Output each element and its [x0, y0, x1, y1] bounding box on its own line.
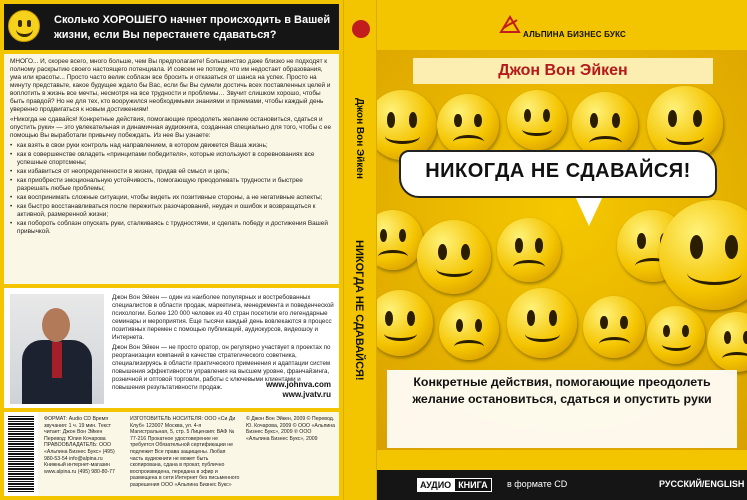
back-cover: [0, 0, 343, 500]
sad-smiley-icon: [572, 92, 638, 158]
barcode-icon: [8, 416, 34, 492]
smiley-icon: [647, 306, 705, 364]
format-label: в формате CD: [507, 479, 568, 489]
info-format: ФОРМАТ: Audio CD Время звучания: 1 ч. 19 мин. Текст читает: Джон Вон Эйкен Перевод: Юлия Кочарова ПРАВООБЛАДАТЕЛЬ: ООО «Альпина Бизнес Букс» (495) 980-53-54 info@alpina.ru Книжный интернет-магазин www.alpina.ru (495) 980-80-77: [44, 416, 115, 475]
sad-smiley-icon: [437, 94, 499, 156]
spine-author: Джон Вон Эйкен: [354, 98, 365, 179]
speech-bubble-tail: [575, 196, 603, 226]
author-photo: [10, 294, 104, 404]
audiobook-badge: [417, 478, 492, 492]
legal-info: [4, 412, 339, 496]
list-item: • как взять в свои руки контроль над направлением, в котором движется Ваша жизнь;: [10, 142, 333, 150]
info-copyright: © Джон Вон Эйкен, 2009 © Перевод. Ю. Кочарова, 2009 © ООО «Альпина Бизнес Букс», 2009 ℗ ООО «Альпина Бизнес Букс», 2009: [246, 416, 336, 442]
smiley-icon: [417, 220, 491, 294]
spine-title: НИКОГДА НЕ СДАВАЙСЯ!: [353, 240, 365, 381]
barcode-area: [4, 412, 38, 496]
intro-text: МНОГО... И, скорее всего, много больше, чем Вы предполагаете! Большинство даже близко не подходят к полному раскрытию своего настоящего потенциала. И совсем не потому, что им недостает образования, ума или красоты... Просто часто велик соблазн все бросить и отказаться от шанса на успех. Просто на минуту представьте, какое будущее ждало бы Вас, если бы Вы сумели достичь всех поставленных целей и воплотить в жизнь все мечты, несмотря на все трудности и проблемы… Звучит слишком хорошо, чтобы быть правдой? Но не для тех, кто вооружился необходимыми знаниями и приемами, чтобы каждый день уверенно продвигаться к новым достижениям!: [10, 58, 331, 113]
benefit-list: [10, 142, 333, 236]
list-item: • как в совершенстве овладеть «принципами победителя», которые используют в соревнованиях все успешные спортсмены;: [10, 151, 333, 167]
author-bio-1: Джон Вон Эйкен — один из наиболее популярных и востребованных специалистов в области продаж, маркетинга, менеджмента и поведенческой психологии. Более 120 000 человек из 40 стран посетили его легендарные семинары и мероприятия. Еще тысячи каждый день вовлекаются в процесс позитивных перемен с помощью публикаций, аудиокурсов, видеошоу и Интернета.: [112, 294, 334, 341]
badge-audio: АУДИО: [417, 478, 454, 492]
author-sites: [266, 380, 331, 400]
list-item: • как быстро восстанавливаться после пережитых разочарований, неудач и ошибок и возвращаться к активной, размеренной жизни;: [10, 203, 333, 219]
smiley-icon: [507, 90, 567, 150]
sad-smiley-icon: [377, 210, 423, 270]
list-item: • как побороть соблазн опускать руки, сталкиваясь с трудностями, и сделать победу и достижения Вашей привычкой.: [10, 220, 333, 236]
smiley-icon: [8, 10, 40, 42]
list-item: • как приобрести эмоциональную устойчивость, помогающую преодолевать трудности и быстрее разрешать любые проблемы;: [10, 177, 333, 193]
list-item: • как избавиться от неопределенности в жизни, придав ей смысл и цель;: [10, 168, 333, 176]
language-label: РУССКИЙ/ENGLISH: [659, 479, 745, 489]
info-manufacturer: ИЗГОТОВИТЕЛЬ НОСИТЕЛЯ: ООО «Си Ди Клуб» 123007 Москва, ул. 4-я Магистральная, 5, стр. 5 Лицензия: ВАФ № 77-216 Прокатное удостоверение не требуется Обязательной сертификации не подлежит Все права защищены. Любая часть аудиокниги не может быть скопирована, сдана в прокат, публично воспроизведена, передана в эфир и размещена в сети Интернет без письменного разрешения ООО «Альпина Бизнес Букс»: [130, 416, 240, 488]
list-item: • как воспринимать сложные ситуации, чтобы видеть их позитивные стороны, а не негативные аспекты;: [10, 194, 333, 202]
sad-smiley-icon: [707, 312, 747, 372]
description-panel: [4, 54, 339, 284]
front-author: Джон Вон Эйкен: [413, 58, 713, 84]
front-subtitle: Конкретные действия, помогающие преодолеть желание остановиться, сдаться и опустить руки: [387, 370, 737, 448]
front-cover: [377, 0, 747, 500]
publisher-logo-icon: [352, 20, 370, 38]
publisher-name: АЛЬПИНА БИЗНЕС БУКС: [523, 30, 627, 39]
sad-smiley-icon: [439, 300, 499, 360]
author-bio-2: Джон Вон Эйкен — не просто оратор, он регулярно участвует в проектах по реорганизации компаний в качестве стратегического советника, специализируясь в области практического применения и адаптации систем повышения эффективности управления на высшем уровне, франчайзинга, розничной и оптовой торговли, работы с ключевыми клиентами и повышения результативности продаж.: [112, 344, 331, 391]
sad-smiley-icon: [583, 296, 645, 358]
badge-book: КНИГА: [454, 478, 492, 492]
smiley-icon: [507, 288, 577, 358]
publisher-bar: [377, 0, 747, 50]
front-title: НИКОГДА НЕ СДАВАЙСЯ!: [425, 160, 691, 182]
site-link-1[interactable]: www.johnva.com: [265, 380, 331, 389]
author-section: [4, 288, 339, 408]
author-bio: [112, 294, 334, 392]
back-header: [4, 4, 339, 50]
site-link-2[interactable]: www.jvatv.ru: [282, 390, 331, 399]
smiley-icon: [377, 290, 433, 356]
format-bar: [377, 470, 747, 500]
sad-smiley-icon: [497, 218, 561, 282]
back-headline: Сколько ХОРОШЕГО начнет происходить в Вашей жизни, если Вы перестанете сдаваться?: [54, 14, 331, 41]
intro-text-2: «Никогда не сдавайся! Конкретные действия, помогающие преодолеть желание остановиться, сдаться и опустить руки» — это увлекательная и динамичная аудиокнига, созданная специально для того, чтобы с ее помощью Вы выработали привычку побеждать. Из нее Вы узнаете:: [10, 116, 332, 139]
spine: [343, 0, 377, 500]
publisher-logo-icon: [499, 14, 521, 36]
